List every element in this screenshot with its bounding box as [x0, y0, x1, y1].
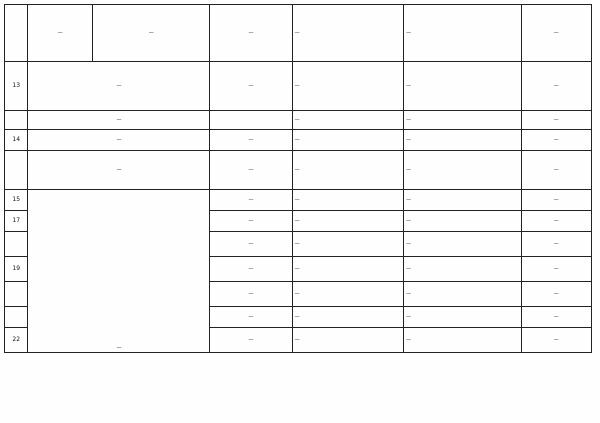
requirement: —: [404, 62, 521, 111]
requirement: —: [404, 130, 521, 151]
responsible-party: —: [521, 151, 592, 190]
table-row: [5, 62, 592, 111]
requirement: —: [404, 232, 521, 257]
work-content: —: [292, 151, 404, 190]
requirement: —: [404, 328, 521, 353]
work-content: —: [292, 307, 404, 328]
requirement: —: [404, 307, 521, 328]
project-name: —: [28, 5, 93, 62]
responsible-party: —: [521, 190, 592, 211]
row-number: 19: [5, 257, 28, 282]
project-detail: —: [93, 5, 210, 62]
merged-project-name: —: [28, 190, 210, 353]
requirement: —: [404, 5, 521, 62]
row-number: 22: [5, 328, 28, 353]
row-number: [5, 5, 28, 62]
work-content: —: [292, 282, 404, 307]
row-number: 14: [5, 130, 28, 151]
table-row: [5, 130, 592, 151]
date-range: —: [210, 282, 292, 307]
row-number: 13: [5, 62, 28, 111]
row-number: 17: [5, 211, 28, 232]
date-range: —: [210, 190, 292, 211]
responsible-party: —: [521, 257, 592, 282]
date-range: —: [210, 151, 292, 190]
work-content: —: [292, 232, 404, 257]
responsible-party: —: [521, 307, 592, 328]
requirement: —: [404, 190, 521, 211]
date-range: —: [210, 130, 292, 151]
row-number: [5, 232, 28, 257]
date-range: —: [210, 232, 292, 257]
work-content: —: [292, 257, 404, 282]
table-row: [5, 151, 592, 190]
date-range: —: [210, 307, 292, 328]
responsible-party: —: [521, 211, 592, 232]
work-content: —: [292, 130, 404, 151]
date-range: —: [210, 5, 292, 62]
responsible-party: —: [521, 62, 592, 111]
project-name: —: [28, 111, 210, 130]
responsible-party: —: [521, 5, 592, 62]
work-content: —: [292, 111, 404, 130]
responsible-party: —: [521, 232, 592, 257]
row-number: [5, 111, 28, 130]
project-name: —: [28, 151, 210, 190]
project-name: —: [28, 130, 210, 151]
work-content: —: [292, 190, 404, 211]
requirement: —: [404, 282, 521, 307]
responsible-party: —: [521, 111, 592, 130]
table-row: [5, 111, 592, 130]
work-content: —: [292, 211, 404, 232]
row-number: [5, 307, 28, 328]
work-content: —: [292, 328, 404, 353]
row-number: [5, 151, 28, 190]
date-range: —: [210, 211, 292, 232]
project-name: —: [28, 62, 210, 111]
date-range: [210, 111, 292, 130]
requirement: —: [404, 151, 521, 190]
requirement: —: [404, 111, 521, 130]
table-row: [5, 5, 592, 62]
row-number: 15: [5, 190, 28, 211]
row-number: [5, 282, 28, 307]
requirement: —: [404, 257, 521, 282]
work-content: —: [292, 62, 404, 111]
table-row: [5, 190, 592, 211]
responsible-party: —: [521, 130, 592, 151]
schedule-table: [4, 4, 592, 353]
work-content: —: [292, 5, 404, 62]
date-range: —: [210, 257, 292, 282]
responsible-party: —: [521, 282, 592, 307]
requirement: —: [404, 211, 521, 232]
date-range: —: [210, 328, 292, 353]
date-range: —: [210, 62, 292, 111]
responsible-party: —: [521, 328, 592, 353]
